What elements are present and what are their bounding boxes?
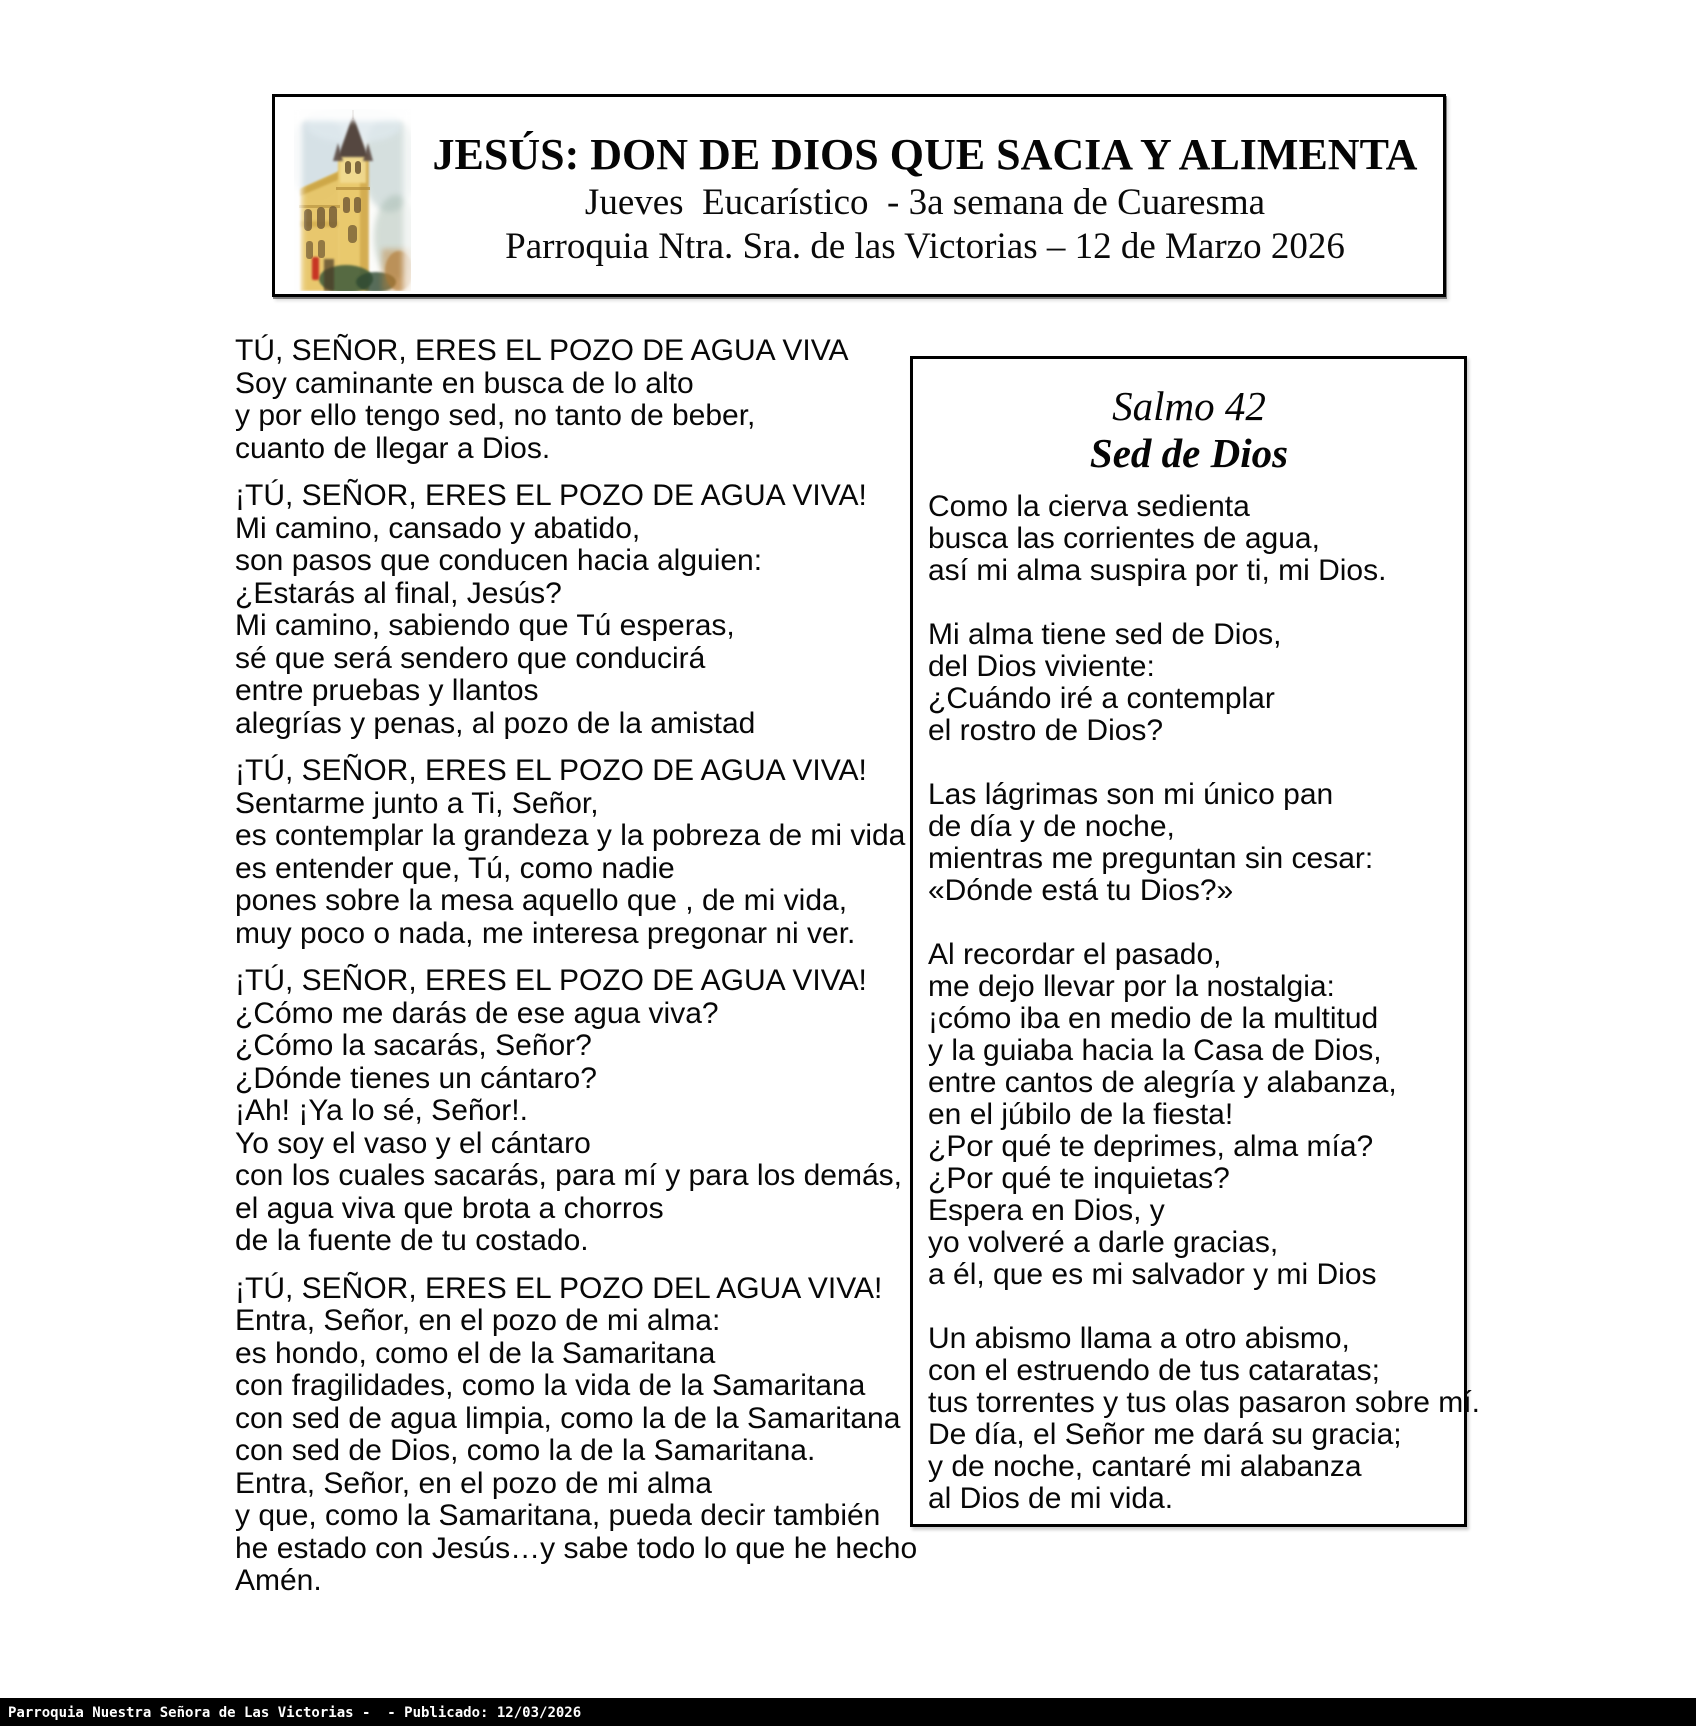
psalm-body [928, 490, 1480, 1515]
text-line: entre cantos de alegría y alabanza, [928, 1066, 1397, 1099]
text-line: con los cuales sacarás, para mí y para los demás, [235, 1159, 902, 1192]
text-line: y por ello tengo sed, no tanto de beber, [235, 399, 756, 432]
stanza [928, 939, 1450, 1291]
text-line: así mi alma suspira por ti, mi Dios. [928, 554, 1387, 587]
text-line: ¿Por qué te deprimes, alma mía? [928, 1130, 1374, 1163]
text-line: ¡cómo iba en medio de la multitud [928, 1002, 1379, 1035]
stanza [928, 491, 1450, 587]
text-line: yo volveré a darle gracias, [928, 1226, 1279, 1259]
text-line: busca las corrientes de agua, [928, 522, 1320, 555]
text-line: al Dios de mi vida. [928, 1482, 1174, 1515]
text-line: ¡TÚ, SEÑOR, ERES EL POZO DE AGUA VIVA! [235, 479, 867, 512]
header-text-block [413, 97, 1437, 294]
text-line: Amén. [235, 1564, 322, 1597]
text-line: son pasos que conducen hacia alguien: [235, 544, 763, 577]
stanza [928, 619, 1450, 747]
text-line: Mi alma tiene sed de Dios, [928, 618, 1282, 651]
text-line: entre pruebas y llantos [235, 674, 539, 707]
text-line: Sentarme junto a Ti, Señor, [235, 786, 599, 820]
text-line: TÚ, SEÑOR, ERES EL POZO DE AGUA VIVA [235, 334, 849, 367]
text-line: ¡TÚ, SEÑOR, ERES EL POZO DE AGUA VIVA! [235, 754, 867, 787]
text-line: alegrías y penas, al pozo de la amistad [235, 706, 756, 740]
text-line: a él, que es mi salvador y mi Dios [928, 1258, 1377, 1291]
stanza [235, 335, 907, 465]
text-line: ¡Ah! ¡Ya lo sé, Señor!. [235, 1094, 528, 1127]
church-watercolor-image [294, 109, 411, 291]
text-line: ¿Por qué te inquietas? [928, 1162, 1230, 1195]
text-line: el agua viva que brota a chorros [235, 1191, 664, 1225]
text-line: es entender que, Tú, como nadie [235, 851, 675, 885]
text-line: ¿Cómo me darás de ese agua viva? [235, 996, 719, 1030]
text-line: de día y de noche, [928, 810, 1175, 843]
stanza [235, 480, 907, 740]
text-line: Soy caminante en busca de lo alto [235, 366, 694, 400]
text-line: Entra, Señor, en el pozo de mi alma: [235, 1304, 721, 1337]
text-line: me dejo llevar por la nostalgia: [928, 970, 1335, 1003]
text-line: cuanto de llegar a Dios. [235, 431, 551, 465]
text-line: ¿Estarás al final, Jesús? [235, 576, 562, 610]
text-line: pones sobre la mesa aquello que , de mi vida, [235, 884, 848, 917]
psalm-subtitle: Sed de Dios [1089, 430, 1289, 476]
text-line: De día, el Señor me dará su gracia; [928, 1418, 1402, 1451]
text-line: y de noche, cantaré mi alabanza [928, 1450, 1362, 1483]
document-title: JESÚS: DON DE DIOS QUE SACIA Y ALIMENTA [432, 130, 1418, 179]
text-line: y que, como la Samaritana, pueda decir también [235, 1499, 881, 1532]
text-line: Mi camino, cansado y abatido, [235, 511, 641, 545]
text-line: mientras me preguntan sin cesar: [928, 842, 1374, 875]
text-line: con sed de agua limpia, como la de la Samaritana [235, 1401, 901, 1435]
text-line: ¿Dónde tienes un cántaro? [235, 1061, 597, 1095]
text-line: Como la cierva sedienta [928, 490, 1250, 523]
text-line: muy poco o nada, me interesa pregonar ni ver. [235, 916, 856, 950]
text-line: sé que será sendero que conducirá [235, 641, 706, 675]
text-line: Un abismo llama a otro abismo, [928, 1322, 1350, 1355]
text-line: ¡TÚ, SEÑOR, ERES EL POZO DEL AGUA VIVA! [235, 1271, 883, 1305]
text-line: «Dónde está tu Dios?» [928, 874, 1234, 907]
text-line: y la guiaba hacia la Casa de Dios, [928, 1034, 1382, 1067]
text-line: Entra, Señor, en el pozo de mi alma [235, 1466, 712, 1500]
text-line: del Dios viviente: [928, 650, 1155, 683]
text-line: Al recordar el pasado, [928, 938, 1222, 971]
text-line: ¡TÚ, SEÑOR, ERES EL POZO DE AGUA VIVA! [235, 964, 867, 997]
footer-text: Parroquia Nuestra Señora de Las Victorias - - Publicado: 12/03/2026 [8, 1705, 582, 1721]
stanza [235, 965, 907, 1258]
text-line: con el estruendo de tus cataratas; [928, 1354, 1380, 1387]
psalm-box [910, 356, 1480, 1527]
text-line: ¿Cuándo iré a contemplar [928, 682, 1275, 715]
header-box [272, 94, 1446, 297]
text-line: Mi camino, sabiendo que Tú esperas, [235, 609, 735, 642]
text-line: en el júbilo de la fiesta! [928, 1098, 1234, 1131]
document-subtitle: Jueves Eucarístico - 3a semana de Cuaresma [584, 182, 1266, 223]
text-line: de la fuente de tu costado. [235, 1224, 589, 1257]
stanza [235, 755, 907, 950]
text-line: Las lágrimas son mi único pan [928, 778, 1334, 811]
text-line: el rostro de Dios? [928, 714, 1164, 747]
document-subtitle-2: Parroquia Ntra. Sra. de las Victorias – 12 de Marzo 2026 [505, 226, 1345, 267]
psalm-title: Salmo 42 [1112, 383, 1266, 429]
stanza [235, 1271, 918, 1598]
stanza [928, 779, 1450, 907]
hymn-column [235, 334, 918, 1613]
text-line: ¿Cómo la sacarás, Señor? [235, 1029, 592, 1062]
text-line: con sed de Dios, como la de la Samaritana. [235, 1434, 816, 1467]
text-line: Espera en Dios, y [928, 1194, 1165, 1227]
text-line: he estado con Jesús…y sabe todo lo que he hecho [235, 1531, 918, 1565]
footer-bar [0, 1698, 1696, 1726]
text-line: Yo soy el vaso y el cántaro [235, 1126, 591, 1160]
text-line: con fragilidades, como la vida de la Samaritana [235, 1369, 866, 1402]
stanza [928, 1322, 1480, 1515]
text-line: es contemplar la grandeza y la pobreza de mi vida [235, 819, 906, 852]
text-line: es hondo, como el de la Samaritana [235, 1336, 716, 1370]
text-line: tus torrentes y tus olas pasaron sobre mí. [928, 1386, 1480, 1419]
